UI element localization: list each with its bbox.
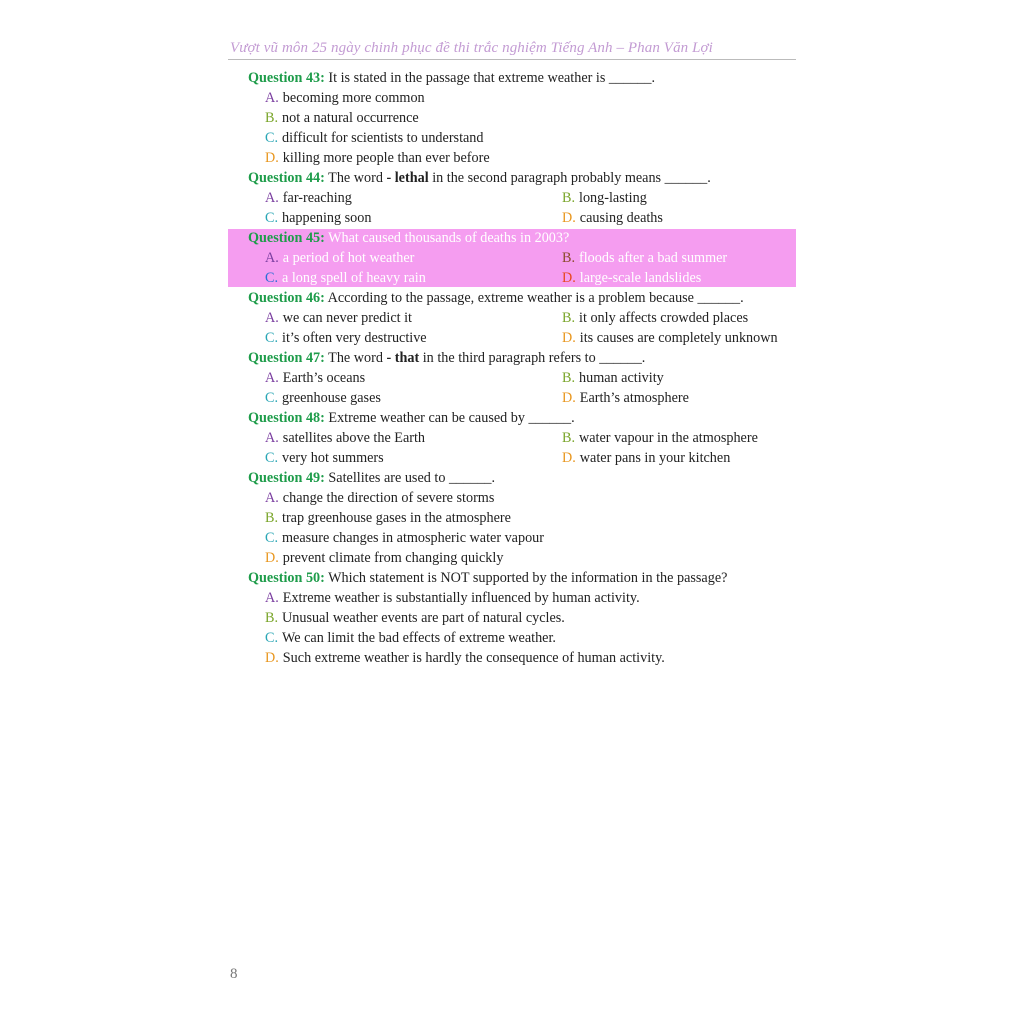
option-text: Earth’s oceans (282, 370, 366, 386)
question-44 (248, 168, 808, 188)
question-number: Question 45: (248, 230, 325, 246)
option-text: long-lasting (579, 190, 647, 206)
question-45 (248, 228, 808, 248)
option-text: difficult for scientists to understand (282, 130, 484, 146)
option-letter: A. (265, 190, 279, 206)
option-text: its causes are completely unknown (579, 330, 778, 346)
option-letter: C. (265, 530, 279, 546)
question-text: Extreme weather can be caused by ______. (324, 410, 575, 426)
question-text: The word (324, 350, 387, 366)
question-keyword: - that (386, 350, 420, 366)
option-text: human activity (579, 370, 664, 386)
option-text: far-reaching (282, 190, 352, 206)
option-text: Such extreme weather is hardly the consequence of human activity. (282, 650, 665, 666)
option-letter: C. (265, 450, 279, 466)
option-letter: B. (562, 310, 576, 326)
option-letter: C. (265, 270, 279, 286)
option-text: not a natural occurrence (282, 110, 419, 126)
option-row (248, 368, 808, 388)
option-letter: A. (265, 590, 279, 606)
option-row (248, 208, 808, 228)
question-48 (248, 408, 808, 428)
option-text: change the direction of severe storms (282, 490, 495, 506)
option-letter: D. (265, 550, 279, 566)
option-text: We can limit the bad effects of extreme weather. (282, 630, 556, 646)
option-text: Unusual weather events are part of natural cycles. (282, 610, 565, 626)
option-letter: A. (265, 310, 279, 326)
question-number: Question 47: (248, 350, 325, 366)
option-row (248, 448, 808, 468)
option-letter: B. (562, 190, 576, 206)
option-text: satellites above the Earth (282, 430, 426, 446)
option-letter: D. (265, 150, 279, 166)
option-text: causing deaths (579, 210, 663, 226)
option-text: greenhouse gases (282, 390, 381, 406)
option-letter: A. (265, 90, 279, 106)
option-text: measure changes in atmospheric water vapour (282, 530, 544, 546)
option-text: large-scale landslides (579, 270, 702, 286)
option-text: happening soon (282, 210, 372, 226)
option-row (248, 128, 808, 148)
header-divider (228, 59, 796, 60)
option-letter: B. (265, 110, 279, 126)
question-number: Question 49: (248, 470, 325, 486)
option-row (248, 428, 808, 448)
question-43 (248, 68, 808, 88)
option-letter: A. (265, 430, 279, 446)
option-letter: B. (562, 430, 576, 446)
question-text-end: in the third paragraph refers to ______. (419, 350, 646, 366)
option-letter: C. (265, 390, 279, 406)
question-text: The word (324, 170, 387, 186)
option-text: killing more people than ever before (282, 150, 490, 166)
question-keyword: - lethal (386, 170, 429, 186)
option-row (248, 248, 808, 268)
option-row (248, 188, 808, 208)
option-letter: D. (265, 650, 279, 666)
option-row (248, 328, 808, 348)
question-number: Question 43: (248, 70, 325, 86)
question-number: Question 48: (248, 410, 325, 426)
option-letter: B. (562, 370, 576, 386)
option-letter: C. (265, 630, 279, 646)
option-letter: C. (265, 330, 279, 346)
option-letter: B. (562, 250, 576, 266)
option-row (248, 388, 808, 408)
option-row (248, 268, 808, 288)
question-47 (248, 348, 808, 368)
option-text: water pans in your kitchen (579, 450, 731, 466)
option-text: Earth’s atmosphere (579, 390, 689, 406)
option-row (248, 88, 808, 108)
option-text: water vapour in the atmosphere (579, 430, 758, 446)
option-letter: D. (562, 390, 576, 406)
option-letter: C. (265, 130, 279, 146)
option-letter: D. (562, 330, 576, 346)
question-text-end: in the second paragraph probably means ______. (428, 170, 711, 186)
option-row (248, 548, 808, 568)
option-letter: C. (265, 210, 279, 226)
option-row (248, 628, 808, 648)
option-text: prevent climate from changing quickly (282, 550, 504, 566)
option-row (248, 508, 808, 528)
option-row (248, 308, 808, 328)
question-text: Which statement is NOT supported by the information in the passage? (324, 570, 728, 586)
option-text: a period of hot weather (282, 250, 415, 266)
option-row (248, 488, 808, 508)
option-letter: D. (562, 270, 576, 286)
option-row (248, 608, 808, 628)
option-row (248, 648, 808, 668)
option-text: Extreme weather is substantially influenced by human activity. (282, 590, 640, 606)
option-text: trap greenhouse gases in the atmosphere (282, 510, 511, 526)
question-text: It is stated in the passage that extreme weather is ______. (324, 70, 656, 86)
option-row (248, 588, 808, 608)
question-49 (248, 468, 808, 488)
option-letter: A. (265, 370, 279, 386)
option-text: floods after a bad summer (579, 250, 728, 266)
option-text: a long spell of heavy rain (282, 270, 426, 286)
option-row (248, 528, 808, 548)
question-list (248, 68, 808, 668)
question-50 (248, 568, 808, 588)
question-46 (248, 288, 808, 308)
question-text: What caused thousands of deaths in 2003? (324, 230, 570, 246)
option-text: we can never predict it (282, 310, 412, 326)
question-number: Question 44: (248, 170, 325, 186)
question-text: According to the passage, extreme weather is a problem because ______. (324, 290, 744, 306)
page-number: 8 (230, 966, 238, 982)
option-text: very hot summers (282, 450, 384, 466)
question-number: Question 50: (248, 570, 325, 586)
option-letter: D. (562, 450, 576, 466)
page-header: Vượt vũ môn 25 ngày chinh phục đề thi trắc nghiệm Tiếng Anh – Phan Văn Lợi (230, 40, 713, 56)
option-letter: A. (265, 250, 279, 266)
option-row (248, 148, 808, 168)
option-letter: A. (265, 490, 279, 506)
option-text: it’s often very destructive (282, 330, 427, 346)
question-text: Satellites are used to ______. (324, 470, 496, 486)
option-text: becoming more common (282, 90, 425, 106)
option-letter: D. (562, 210, 576, 226)
option-letter: B. (265, 610, 279, 626)
option-row (248, 108, 808, 128)
option-text: it only affects crowded places (579, 310, 749, 326)
option-letter: B. (265, 510, 279, 526)
question-number: Question 46: (248, 290, 325, 306)
